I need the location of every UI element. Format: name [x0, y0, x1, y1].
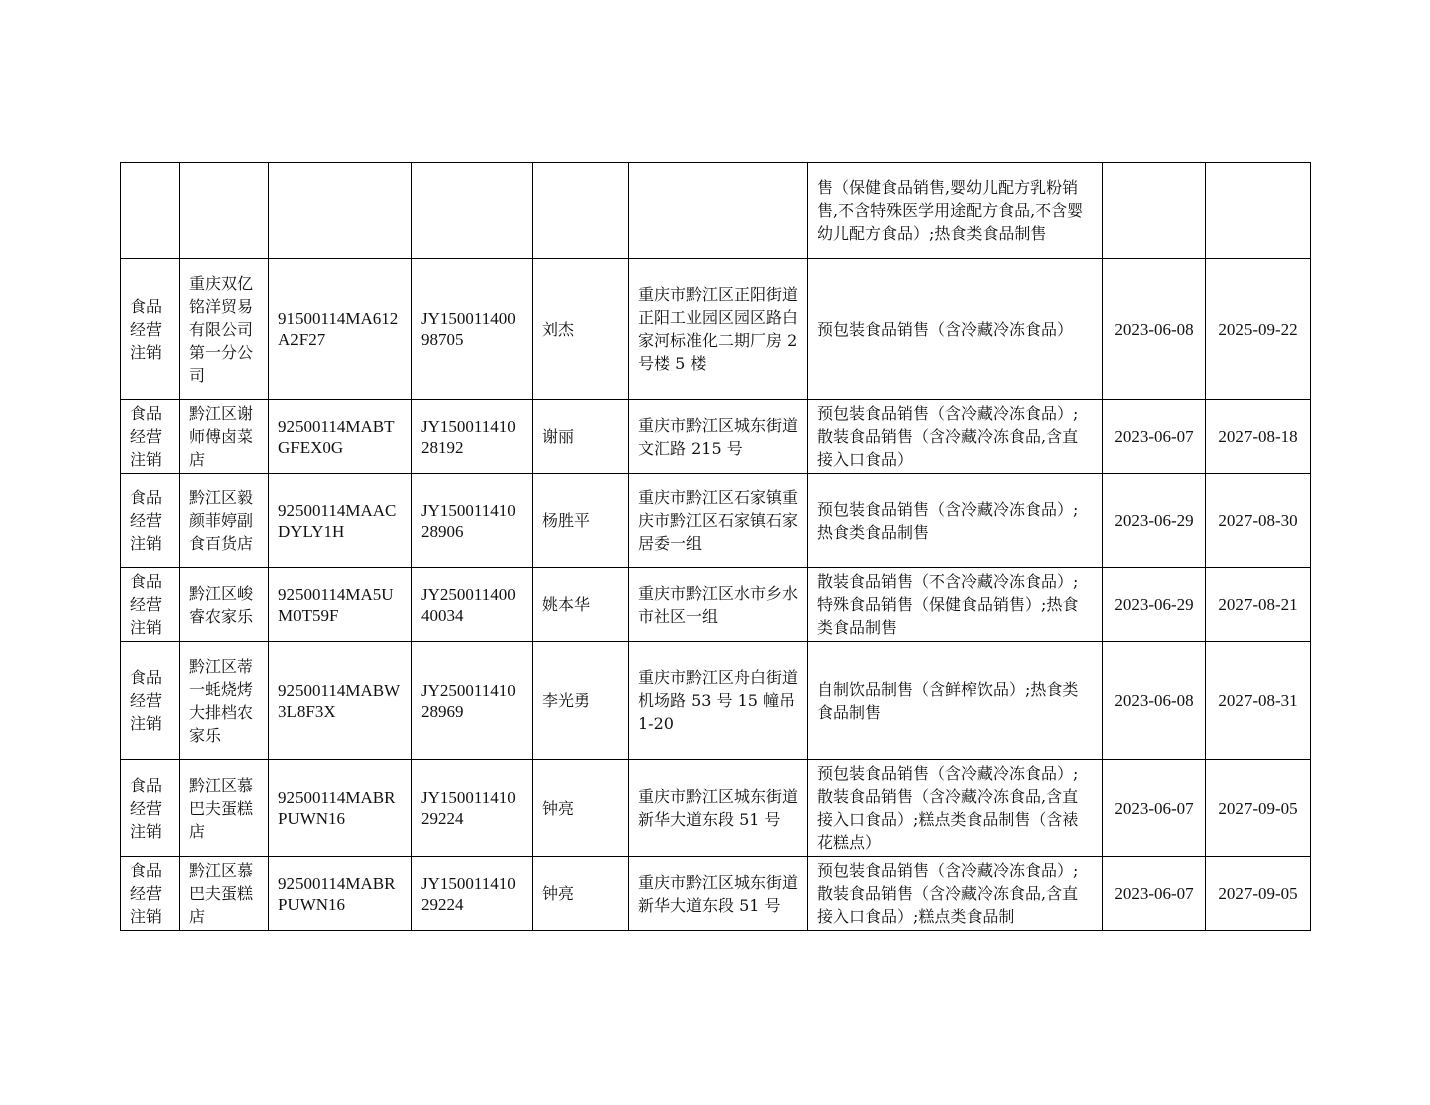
table-row	[121, 760, 1311, 857]
scope-cell: 预包装食品销售（含冷藏冷冻食品）	[808, 259, 1103, 400]
name-cell: 黔江区慕巴夫蛋糕店	[180, 857, 269, 931]
address-cell: 重庆市黔江区水市乡水市社区一组	[629, 568, 808, 642]
license-no-cell: JY15001141029224	[412, 760, 533, 857]
cancel-date-cell: 2023-06-08	[1103, 259, 1206, 400]
table-row	[121, 474, 1311, 568]
credit-code-cell: 92500114MAACDYLY1H	[269, 474, 412, 568]
person-cell: 刘杰	[533, 259, 629, 400]
credit-code-cell: 91500114MA612A2F27	[269, 259, 412, 400]
scope-cell: 预包装食品销售（含冷藏冷冻食品）;散装食品销售（含冷藏冷冻食品,含直接入口食品）	[808, 400, 1103, 474]
license-no-cell: JY25001141028969	[412, 642, 533, 760]
scope-text-clipped: 预包装食品销售（含冷藏冷冻食品）;散装食品销售（含冷藏冷冻食品,含直接入口食品）;糕点类食品制	[817, 861, 1079, 926]
scope-cell: 散装食品销售（不含冷藏冷冻食品）;特殊食品销售（保健食品销售）;热食类食品制售	[808, 568, 1103, 642]
license-no-cell: JY15001141028906	[412, 474, 533, 568]
cancel-date-cell: 2023-06-07	[1103, 857, 1206, 931]
name-cell: 黔江区毅颜菲婷副食百货店	[180, 474, 269, 568]
cancel-date-cell: 2023-06-08	[1103, 642, 1206, 760]
valid-until-cell	[1206, 163, 1311, 259]
table-row	[121, 400, 1311, 474]
credit-code-cell: 92500114MABTGFEX0G	[269, 400, 412, 474]
person-cell: 李光勇	[533, 642, 629, 760]
type-cell: 食品经营注销	[121, 474, 180, 568]
credit-code-cell: 92500114MA5UM0T59F	[269, 568, 412, 642]
type-cell: 食品经营注销	[121, 642, 180, 760]
license-no-cell: JY15001141028192	[412, 400, 533, 474]
cancel-date-cell: 2023-06-07	[1103, 760, 1206, 857]
person-cell: 钟亮	[533, 760, 629, 857]
address-cell	[629, 163, 808, 259]
scope-cell	[808, 857, 1103, 931]
cancel-date-cell	[1103, 163, 1206, 259]
person-cell: 杨胜平	[533, 474, 629, 568]
name-cell: 黔江区谢师傅卤菜店	[180, 400, 269, 474]
person-cell: 钟亮	[533, 857, 629, 931]
table-row	[121, 642, 1311, 760]
valid-until-cell: 2027-08-21	[1206, 568, 1311, 642]
credit-code-cell: 92500114MABW3L8F3X	[269, 642, 412, 760]
type-cell: 食品经营注销	[121, 857, 180, 931]
person-cell: 谢丽	[533, 400, 629, 474]
scope-cell: 售（保健食品销售,婴幼儿配方乳粉销售,不含特殊医学用途配方食品,不含婴幼儿配方食品）;热食类食品制售	[808, 163, 1103, 259]
valid-until-cell: 2025-09-22	[1206, 259, 1311, 400]
table-row	[121, 163, 1311, 259]
cancel-date-cell: 2023-06-29	[1103, 568, 1206, 642]
address-cell: 重庆市黔江区城东街道文汇路 215 号	[629, 400, 808, 474]
cancel-date-cell: 2023-06-07	[1103, 400, 1206, 474]
name-cell: 重庆双亿铭洋贸易有限公司第一分公司	[180, 259, 269, 400]
valid-until-cell: 2027-08-30	[1206, 474, 1311, 568]
type-cell	[121, 163, 180, 259]
cancel-date-cell: 2023-06-29	[1103, 474, 1206, 568]
license-no-cell	[412, 163, 533, 259]
table-row	[121, 259, 1311, 400]
name-cell: 黔江区峻睿农家乐	[180, 568, 269, 642]
valid-until-cell: 2027-09-05	[1206, 857, 1311, 931]
valid-until-cell: 2027-08-31	[1206, 642, 1311, 760]
person-cell: 姚本华	[533, 568, 629, 642]
name-cell	[180, 163, 269, 259]
credit-code-cell	[269, 163, 412, 259]
valid-until-cell: 2027-09-05	[1206, 760, 1311, 857]
type-cell: 食品经营注销	[121, 259, 180, 400]
name-cell: 黔江区慕巴夫蛋糕店	[180, 760, 269, 857]
address-cell: 重庆市黔江区舟白街道机场路 53 号 15 幢吊 1-20	[629, 642, 808, 760]
table-row	[121, 857, 1311, 931]
credit-code-cell: 92500114MABRPUWN16	[269, 760, 412, 857]
license-no-cell: JY25001140040034	[412, 568, 533, 642]
person-cell	[533, 163, 629, 259]
scope-cell: 预包装食品销售（含冷藏冷冻食品）;热食类食品制售	[808, 474, 1103, 568]
address-cell: 重庆市黔江区正阳街道正阳工业园区园区路白家河标准化二期厂房 2 号楼 5 楼	[629, 259, 808, 400]
license-no-cell: JY15001141029224	[412, 857, 533, 931]
address-cell: 重庆市黔江区城东街道新华大道东段 51 号	[629, 857, 808, 931]
address-cell: 重庆市黔江区石家镇重庆市黔江区石家镇石家居委一组	[629, 474, 808, 568]
type-cell: 食品经营注销	[121, 400, 180, 474]
scope-cell: 自制饮品制售（含鲜榨饮品）;热食类食品制售	[808, 642, 1103, 760]
table-row	[121, 568, 1311, 642]
address-cell: 重庆市黔江区城东街道新华大道东段 51 号	[629, 760, 808, 857]
name-cell: 黔江区蒂一蚝烧烤大排档农家乐	[180, 642, 269, 760]
records-table	[120, 162, 1311, 931]
license-no-cell: JY15001140098705	[412, 259, 533, 400]
scope-cell: 预包装食品销售（含冷藏冷冻食品）;散装食品销售（含冷藏冷冻食品,含直接入口食品）;糕点类食品制售（含裱花糕点）	[808, 760, 1103, 857]
type-cell: 食品经营注销	[121, 568, 180, 642]
valid-until-cell: 2027-08-18	[1206, 400, 1311, 474]
type-cell: 食品经营注销	[121, 760, 180, 857]
credit-code-cell: 92500114MABRPUWN16	[269, 857, 412, 931]
